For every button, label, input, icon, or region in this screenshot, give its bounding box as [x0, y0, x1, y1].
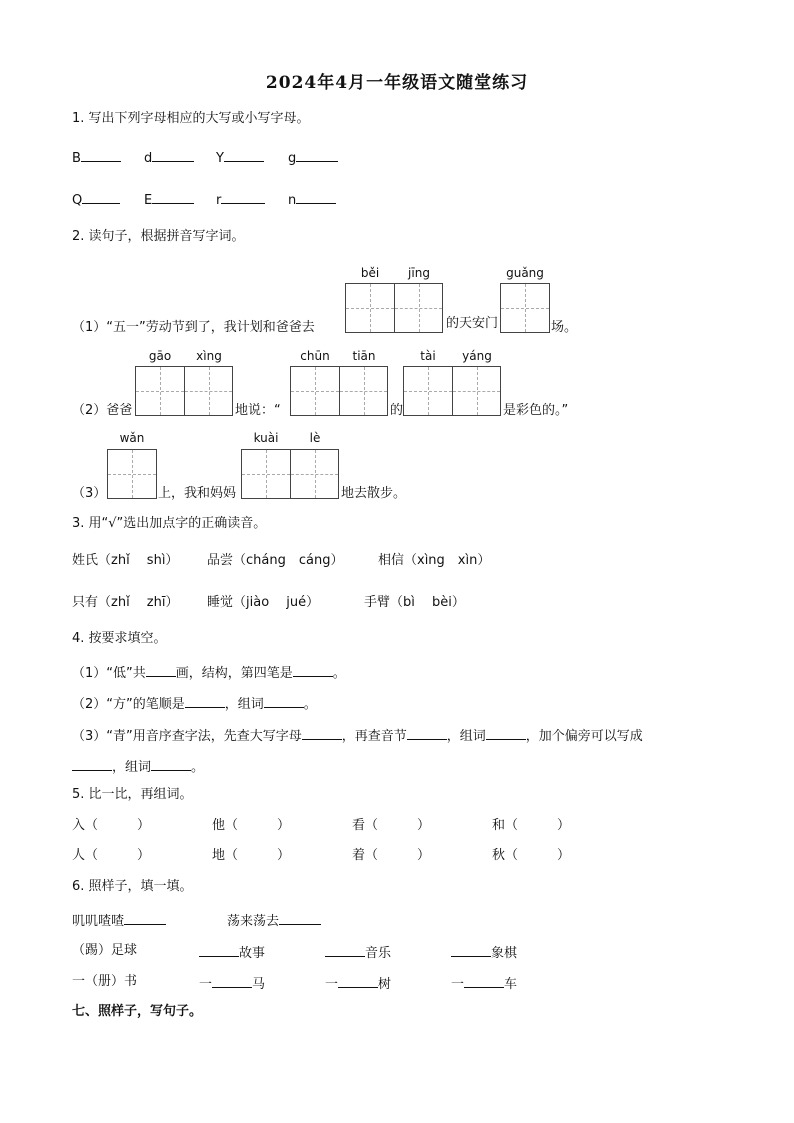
q5-prompt: 5. 比一比，再组词。 [72, 787, 193, 802]
answer-blank[interactable] [407, 726, 447, 740]
q6-item: 音乐 [325, 943, 391, 962]
sentence-text: 的天安门 [446, 316, 499, 331]
answer-blank[interactable] [293, 663, 333, 677]
answer-blank[interactable] [81, 148, 121, 162]
q6-prompt: 6. 照样子，填一填。 [72, 879, 193, 894]
sentence-text: 场。 [551, 320, 578, 335]
q1-item: Y [216, 148, 264, 167]
section-heading: 七、照样子，写句子。 [72, 1004, 203, 1019]
sentence-text: （2）爸爸 [72, 403, 133, 418]
answer-blank[interactable] [185, 694, 225, 708]
pronunciation-choice[interactable]: 睡觉（jiào jué） [207, 595, 320, 610]
answer-blank[interactable] [199, 943, 239, 957]
answer-blank[interactable] [151, 757, 191, 771]
writing-grid[interactable] [345, 283, 443, 333]
writing-grid[interactable] [403, 366, 501, 416]
pronunciation-choice[interactable]: 手臂（bì bèi） [364, 595, 465, 610]
answer-blank[interactable] [451, 943, 491, 957]
pinyin: běi [360, 266, 380, 280]
answer-blank[interactable] [302, 726, 342, 740]
pinyin: tài [420, 349, 436, 363]
sentence-text: 是彩色的。” [503, 403, 569, 418]
q1-prompt: 1. 写出下列字母相应的大写或小写字母。 [72, 111, 310, 126]
writing-grid[interactable] [135, 366, 233, 416]
q3-prompt: 3. 用“√”选出加点字的正确读音。 [72, 516, 267, 531]
pronunciation-choice[interactable]: 相信（xìng xìn） [378, 553, 491, 568]
q6-item: 故事 [199, 943, 265, 962]
pinyin: wǎn [119, 431, 145, 445]
answer-blank[interactable] [124, 911, 166, 925]
q6-example: 一（册）书 [72, 974, 138, 989]
answer-blank[interactable] [264, 694, 304, 708]
pinyin: xìng [196, 349, 222, 363]
sentence-text: 地说：“ [235, 403, 281, 418]
sentence-text: （1）“五一”劳动节到了，我计划和爸爸去 [72, 320, 315, 335]
pinyin: gāo [148, 349, 172, 363]
sentence-text: 的 [390, 403, 404, 418]
sentence-text: 上，我和妈妈 [158, 486, 237, 501]
answer-blank[interactable] [464, 974, 504, 988]
answer-blank[interactable] [338, 974, 378, 988]
q4-line: （2）“方”的笔顺是 ，组词 。 [72, 694, 317, 713]
compare-item[interactable]: 入（ ） [72, 818, 151, 833]
q1-item: g [288, 148, 338, 167]
answer-blank[interactable] [152, 148, 194, 162]
pinyin: tiān [352, 349, 376, 363]
pinyin: chūn [300, 349, 330, 363]
answer-blank[interactable] [224, 148, 264, 162]
answer-blank[interactable] [279, 911, 321, 925]
q6-item: 一 马 [199, 974, 265, 993]
q6-item: 一 车 [451, 974, 517, 993]
q4-line: ，组词 。 [72, 757, 204, 776]
q6-item: 荡来荡去 [227, 911, 321, 930]
answer-blank[interactable] [486, 726, 526, 740]
pronunciation-choice[interactable]: 只有（zhǐ zhī） [72, 595, 179, 610]
q1-item: n [288, 190, 336, 209]
pinyin: jīng [408, 266, 430, 280]
compare-item[interactable]: 地（ ） [212, 848, 291, 863]
compare-item[interactable]: 他（ ） [212, 818, 291, 833]
writing-grid[interactable] [241, 449, 339, 499]
q4-line: （1）“低”共 画，结构，第四笔是 。 [72, 663, 346, 682]
pinyin: guǎng [506, 266, 544, 280]
q2-prompt: 2. 读句子，根据拼音写字词。 [72, 229, 245, 244]
answer-blank[interactable] [146, 663, 176, 677]
writing-grid[interactable] [290, 366, 388, 416]
q1-item: E [144, 190, 194, 209]
q6-item: 一 树 [325, 974, 391, 993]
answer-blank[interactable] [72, 757, 112, 771]
answer-blank[interactable] [82, 190, 120, 204]
pinyin: kuài [253, 431, 279, 445]
sentence-text: （3） [72, 486, 107, 501]
compare-item[interactable]: 人（ ） [72, 848, 151, 863]
pronunciation-choice[interactable]: 品尝（cháng cáng） [207, 553, 344, 568]
q1-item: r [216, 190, 265, 209]
answer-blank[interactable] [221, 190, 265, 204]
answer-blank[interactable] [296, 148, 338, 162]
answer-blank[interactable] [325, 943, 365, 957]
q1-item: d [144, 148, 194, 167]
q6-example: （踢）足球 [72, 943, 138, 958]
writing-grid[interactable] [107, 449, 157, 499]
compare-item[interactable]: 看（ ） [352, 818, 431, 833]
compare-item[interactable]: 秋（ ） [492, 848, 571, 863]
q4-line: （3）“青”用音序查字法，先查大写字母 ，再查音节 ，组词 ，加个偏旁可以写成 [72, 726, 643, 745]
answer-blank[interactable] [212, 974, 252, 988]
q6-item: 叽叽喳喳 [72, 911, 166, 930]
pinyin: yáng [462, 349, 492, 363]
answer-blank[interactable] [296, 190, 336, 204]
q4-prompt: 4. 按要求填空。 [72, 631, 167, 646]
q1-item: B [72, 148, 121, 167]
page-title: 2024年4月一年级语文随堂练习 [265, 73, 529, 93]
compare-item[interactable]: 和（ ） [492, 818, 571, 833]
writing-grid[interactable] [500, 283, 550, 333]
answer-blank[interactable] [152, 190, 194, 204]
sentence-text: 地去散步。 [341, 486, 407, 501]
pinyin: lè [309, 431, 321, 445]
q1-item: Q [72, 190, 120, 209]
q6-item: 象棋 [451, 943, 517, 962]
pronunciation-choice[interactable]: 姓氏（zhǐ shì） [72, 553, 179, 568]
compare-item[interactable]: 着（ ） [352, 848, 431, 863]
